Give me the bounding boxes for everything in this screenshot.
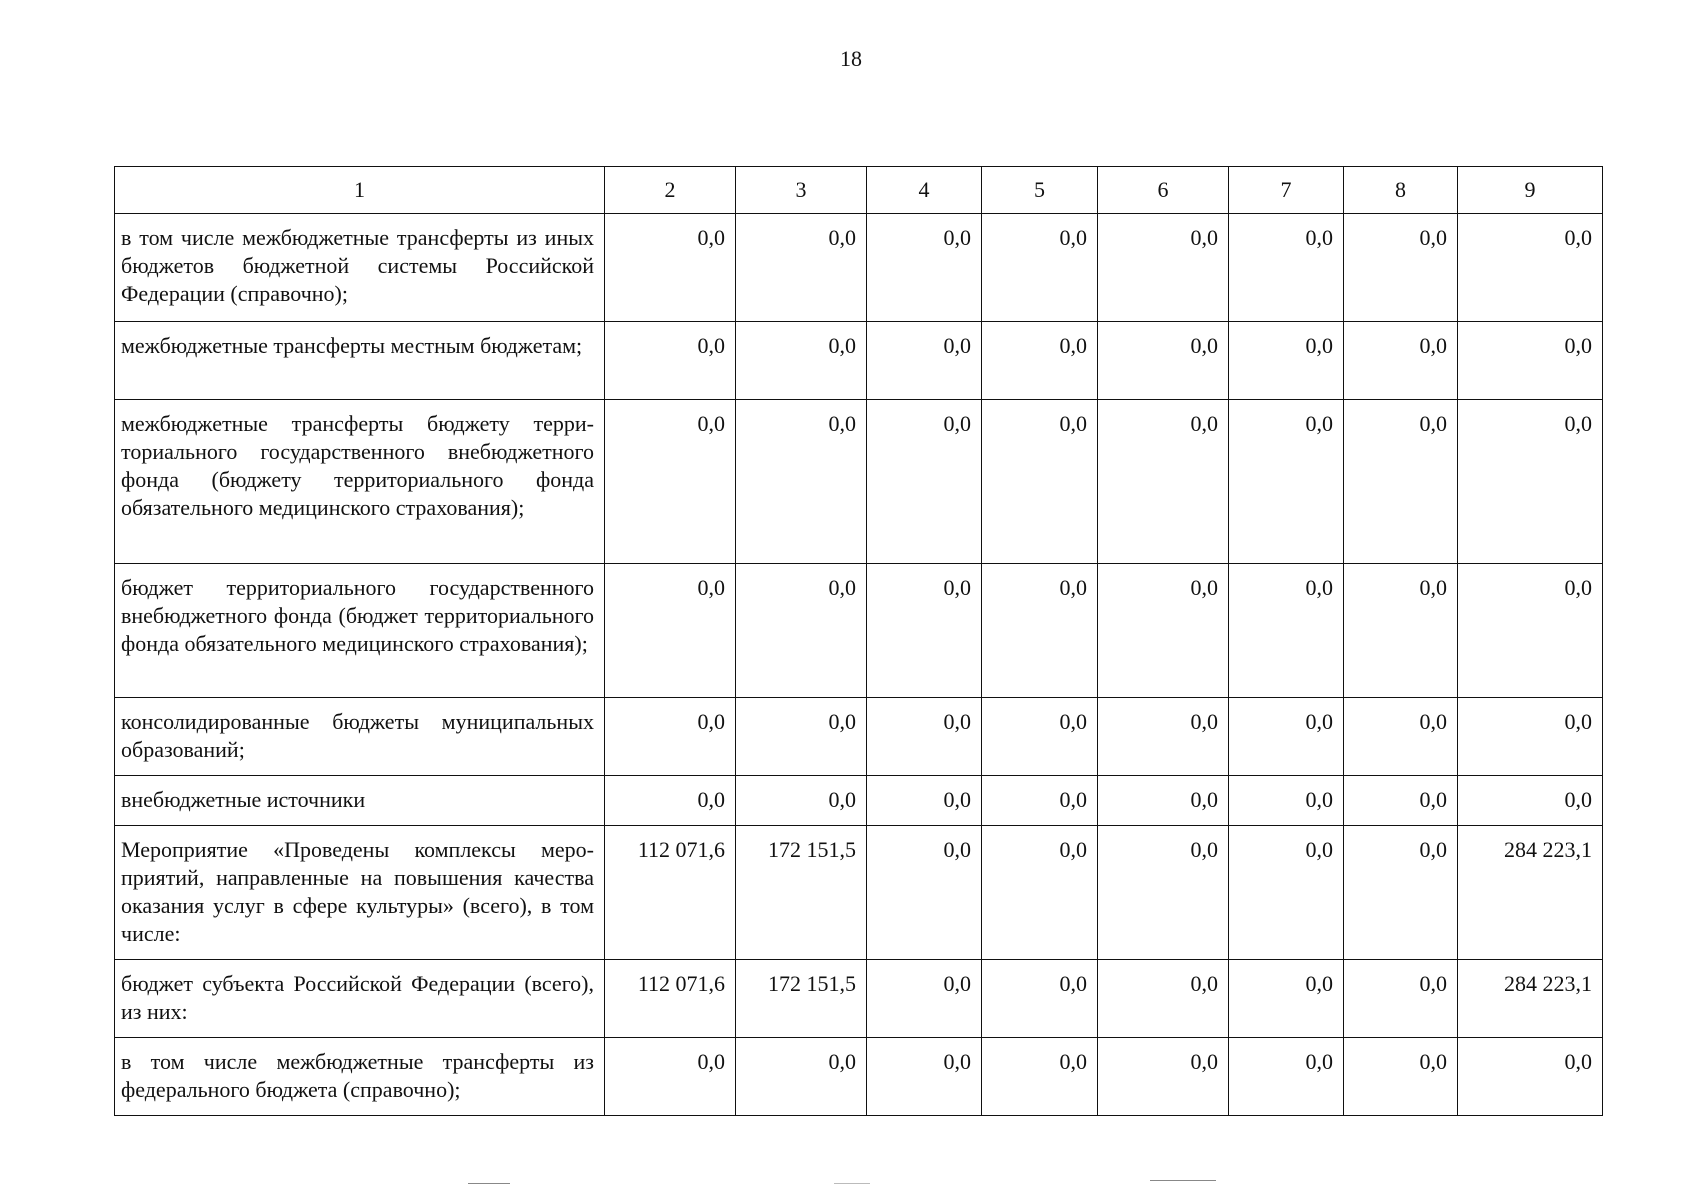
column-header: 7 <box>1229 167 1344 214</box>
table-cell: 0,0 <box>867 564 982 698</box>
table-cell: 0,0 <box>1098 826 1229 960</box>
table-cell: 0,0 <box>1098 400 1229 564</box>
table-cell: 0,0 <box>1458 1038 1603 1116</box>
table-cell: 0,0 <box>1229 400 1344 564</box>
row-label: в том числе межбюджетные трансферты из федерального бюджета (справочно); <box>115 1038 605 1116</box>
table-cell: 0,0 <box>736 322 867 400</box>
table-cell: 0,0 <box>1344 776 1458 826</box>
table-cell: 0,0 <box>605 322 736 400</box>
column-header: 5 <box>982 167 1098 214</box>
row-label: внебюджетные источники <box>115 776 605 826</box>
table-row <box>115 960 1603 1038</box>
table-cell: 0,0 <box>1344 214 1458 322</box>
table-cell: 0,0 <box>867 214 982 322</box>
scan-mark <box>834 1183 870 1184</box>
scan-mark <box>468 1183 510 1184</box>
table-cell: 0,0 <box>982 564 1098 698</box>
table-cell: 0,0 <box>1458 214 1603 322</box>
table-cell: 0,0 <box>982 826 1098 960</box>
table-cell: 0,0 <box>605 1038 736 1116</box>
row-label: бюджет территориального государственного внебюджетного фонда (бюджет территориального фонда обязательного медицинского страхования); <box>115 564 605 698</box>
table-cell: 0,0 <box>605 400 736 564</box>
table-cell: 0,0 <box>1458 698 1603 776</box>
column-header: 6 <box>1098 167 1229 214</box>
table-cell: 0,0 <box>982 776 1098 826</box>
table-cell: 0,0 <box>736 564 867 698</box>
table-cell: 0,0 <box>1344 1038 1458 1116</box>
table-cell: 0,0 <box>736 1038 867 1116</box>
table-cell: 284 223,1 <box>1458 960 1603 1038</box>
page-number: 18 <box>840 46 862 71</box>
table-cell: 0,0 <box>605 564 736 698</box>
table-cell: 0,0 <box>867 322 982 400</box>
table-cell: 0,0 <box>736 400 867 564</box>
table-cell: 0,0 <box>605 214 736 322</box>
table-cell: 0,0 <box>1458 322 1603 400</box>
table-cell: 112 071,6 <box>605 826 736 960</box>
table-row <box>115 322 1603 400</box>
table-cell: 0,0 <box>1344 826 1458 960</box>
budget-table <box>114 166 1603 1116</box>
table-cell: 0,0 <box>867 776 982 826</box>
column-header: 9 <box>1458 167 1603 214</box>
table-cell: 0,0 <box>982 698 1098 776</box>
table-cell: 0,0 <box>1229 564 1344 698</box>
table-cell: 0,0 <box>982 960 1098 1038</box>
table-row <box>115 564 1603 698</box>
scan-mark <box>1150 1180 1216 1181</box>
table-cell: 0,0 <box>1344 322 1458 400</box>
table-cell: 0,0 <box>1098 1038 1229 1116</box>
column-header: 3 <box>736 167 867 214</box>
table-row <box>115 400 1603 564</box>
table-cell: 0,0 <box>1098 322 1229 400</box>
table-cell: 112 071,6 <box>605 960 736 1038</box>
table-cell: 0,0 <box>1229 214 1344 322</box>
table-cell: 0,0 <box>867 1038 982 1116</box>
table-cell: 0,0 <box>736 214 867 322</box>
table-cell: 0,0 <box>605 776 736 826</box>
table-cell: 0,0 <box>1458 564 1603 698</box>
table-row <box>115 776 1603 826</box>
table-cell: 0,0 <box>867 400 982 564</box>
table-cell: 0,0 <box>1098 698 1229 776</box>
table-cell: 0,0 <box>1229 960 1344 1038</box>
table-cell: 0,0 <box>982 1038 1098 1116</box>
row-label: бюджет субъекта Российской Федерации (всего), из них: <box>115 960 605 1038</box>
table-row <box>115 826 1603 960</box>
table-cell: 0,0 <box>736 698 867 776</box>
row-label: межбюджетные трансферты бюджету территориального государственного внебюджетного фонда (бюджету территориального фонда обязательного медицинского страхования); <box>115 400 605 564</box>
table-cell: 0,0 <box>1229 776 1344 826</box>
table-row <box>115 1038 1603 1116</box>
table-cell: 0,0 <box>1098 960 1229 1038</box>
table-cell: 0,0 <box>867 826 982 960</box>
table-cell: 0,0 <box>1344 564 1458 698</box>
table-cell: 0,0 <box>1229 1038 1344 1116</box>
table-cell: 0,0 <box>982 214 1098 322</box>
table-cell: 172 151,5 <box>736 960 867 1038</box>
header-row <box>115 167 1603 214</box>
column-header: 4 <box>867 167 982 214</box>
table-cell: 0,0 <box>1229 322 1344 400</box>
table-cell: 0,0 <box>867 698 982 776</box>
column-header: 2 <box>605 167 736 214</box>
table-cell: 0,0 <box>736 776 867 826</box>
row-label: консолидированные бюджеты муниципальных образований; <box>115 698 605 776</box>
row-label: межбюджетные трансферты местным бюджетам; <box>115 322 605 400</box>
table-cell: 0,0 <box>1344 960 1458 1038</box>
table-cell: 0,0 <box>867 960 982 1038</box>
table-cell: 0,0 <box>1229 826 1344 960</box>
table-cell: 0,0 <box>1458 400 1603 564</box>
row-label: в том числе межбюджетные трансферты из иных бюджетов бюджетной системы Российской Федерации (справочно); <box>115 214 605 322</box>
table-cell: 0,0 <box>1344 400 1458 564</box>
table-cell: 0,0 <box>1344 698 1458 776</box>
column-header: 1 <box>115 167 605 214</box>
column-header: 8 <box>1344 167 1458 214</box>
table-cell: 0,0 <box>1098 776 1229 826</box>
table-cell: 0,0 <box>1098 214 1229 322</box>
table-cell: 0,0 <box>982 400 1098 564</box>
table-cell: 0,0 <box>605 698 736 776</box>
table-row <box>115 214 1603 322</box>
table-row <box>115 698 1603 776</box>
table-cell: 0,0 <box>1229 698 1344 776</box>
table-cell: 0,0 <box>1458 776 1603 826</box>
row-label: Мероприятие «Проведены комплексы мероприятий, направленные на повышения качества оказания услуг в сфере культуры» (всего), в том числе: <box>115 826 605 960</box>
table-cell: 0,0 <box>982 322 1098 400</box>
table-cell: 172 151,5 <box>736 826 867 960</box>
table-cell: 284 223,1 <box>1458 826 1603 960</box>
table-cell: 0,0 <box>1098 564 1229 698</box>
